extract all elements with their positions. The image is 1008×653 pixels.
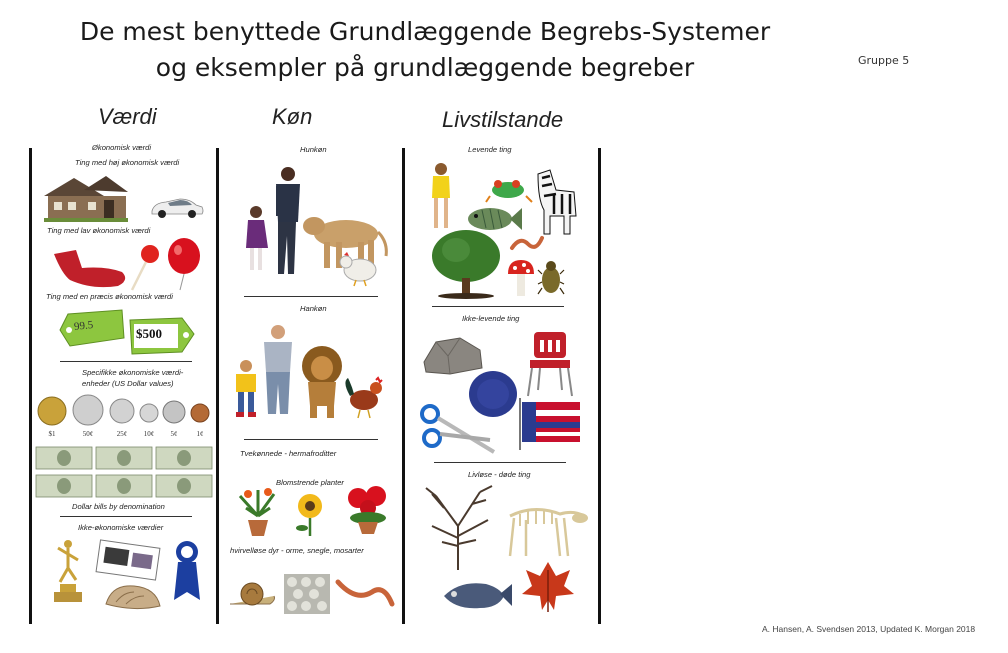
label-invertebrates: hvirvelløse dyr - orme, snegle, mosarter bbox=[230, 546, 364, 555]
lion-icon bbox=[300, 346, 344, 418]
page-title bbox=[0, 14, 850, 86]
coins-icon bbox=[36, 395, 216, 429]
label-non-living: Ikke-levende ting bbox=[462, 314, 520, 323]
coin-label-6: 1¢ bbox=[196, 430, 204, 438]
label-economic-value: Økonomisk værdi bbox=[92, 143, 152, 152]
girl-icon bbox=[244, 204, 270, 274]
award-ribbon-icon bbox=[172, 540, 202, 602]
price-tag-left-text: 99.5 bbox=[73, 319, 94, 333]
coin-label-2: 50¢ bbox=[82, 430, 94, 438]
scissors-icon bbox=[420, 404, 496, 456]
separator-livstil-2 bbox=[434, 462, 566, 463]
lollipop-icon bbox=[128, 244, 160, 292]
potted-flower-icon bbox=[234, 486, 282, 538]
dead-leaf-icon bbox=[520, 560, 576, 612]
label-high-value: Ting med høj økonomisk værdi bbox=[75, 158, 180, 167]
trophy-icon bbox=[50, 538, 86, 604]
heading-kon: Køn bbox=[272, 104, 313, 129]
worm-living-icon bbox=[510, 232, 544, 254]
house-icon bbox=[44, 176, 128, 222]
sock-icon bbox=[52, 250, 128, 290]
mushroom-icon bbox=[506, 258, 536, 298]
heading-livstilstande: Livstilstande bbox=[442, 107, 564, 132]
credit-text: A. Hansen, A. Svendsen 2013, Updated K. Morgan 2018 bbox=[762, 624, 976, 634]
heading-vaerdi: Værdi bbox=[98, 104, 157, 129]
label-non-economic: Ikke-økonomiske værdier bbox=[78, 523, 164, 532]
earthworm-icon bbox=[336, 572, 394, 610]
title-line-1: De mest benyttede Grundlæggende Begrebs-Systemer bbox=[79, 17, 771, 46]
label-living: Levende ting bbox=[468, 145, 512, 154]
coin-label-3: 25¢ bbox=[116, 430, 128, 438]
hen-icon bbox=[338, 252, 380, 286]
flag-icon bbox=[518, 398, 582, 450]
label-hermaphrodite: Tvekønnede - hermafroditter bbox=[240, 449, 337, 458]
coin-label-5: 5¢ bbox=[170, 430, 178, 438]
chair-icon bbox=[526, 332, 574, 396]
group-label: Gruppe 5 bbox=[858, 54, 910, 67]
label-dollar-bills: Dollar bills by denomination bbox=[72, 502, 165, 511]
separator-kon-1 bbox=[244, 296, 378, 297]
label-specific-units-1: Specifikke økonomiske værdi- bbox=[82, 368, 184, 377]
snail-icon bbox=[230, 580, 278, 608]
label-low-value: Ting med lav økonomisk værdi bbox=[47, 226, 151, 235]
dead-fish-icon bbox=[440, 578, 512, 612]
separator-vaerdi-2 bbox=[60, 516, 192, 517]
divider-mid-1 bbox=[216, 148, 219, 624]
frog-icon bbox=[486, 176, 532, 202]
beetle-icon bbox=[538, 260, 564, 296]
sunflower-icon bbox=[288, 490, 332, 538]
skeleton-icon bbox=[504, 500, 588, 558]
label-flowering-plants: Blomstrende planter bbox=[276, 478, 344, 487]
divider-right bbox=[598, 148, 601, 624]
label-female: Hunkøn bbox=[300, 145, 327, 154]
price-tag-right-text: $500 bbox=[136, 326, 162, 341]
label-male: Hankøn bbox=[300, 304, 327, 313]
label-dead: Livløse - døde ting bbox=[468, 470, 531, 479]
separator-livstil-1 bbox=[432, 306, 564, 307]
boy-icon bbox=[232, 358, 260, 418]
man-icon bbox=[258, 324, 298, 416]
zebra-icon bbox=[534, 170, 580, 236]
dollar-bills-icon bbox=[36, 447, 212, 499]
seashell-icon bbox=[104, 582, 162, 612]
stamps-icon bbox=[96, 540, 162, 580]
title-line-2: og eksempler på grundlæggende begreber bbox=[155, 53, 695, 82]
car-icon bbox=[148, 197, 204, 219]
label-precise-value: Ting med en præcis økonomisk værdi bbox=[46, 292, 173, 301]
label-specific-units-2: enheder (US Dollar values) bbox=[82, 379, 174, 388]
coin-label-4: 10¢ bbox=[143, 430, 155, 438]
separator-kon-2 bbox=[244, 439, 378, 440]
divider-mid-2 bbox=[402, 148, 405, 624]
divider-left bbox=[29, 148, 32, 624]
girl-yellow-icon bbox=[428, 162, 454, 232]
separator-vaerdi-1 bbox=[60, 361, 192, 362]
coin-label-1: $1 bbox=[48, 430, 56, 438]
woman-icon bbox=[270, 166, 304, 278]
dead-tree-icon bbox=[422, 486, 494, 570]
balloon-icon bbox=[166, 238, 204, 290]
geranium-icon bbox=[342, 484, 394, 536]
tree-icon bbox=[430, 230, 502, 300]
moss-icon bbox=[284, 574, 330, 614]
rooster-icon bbox=[342, 378, 392, 418]
